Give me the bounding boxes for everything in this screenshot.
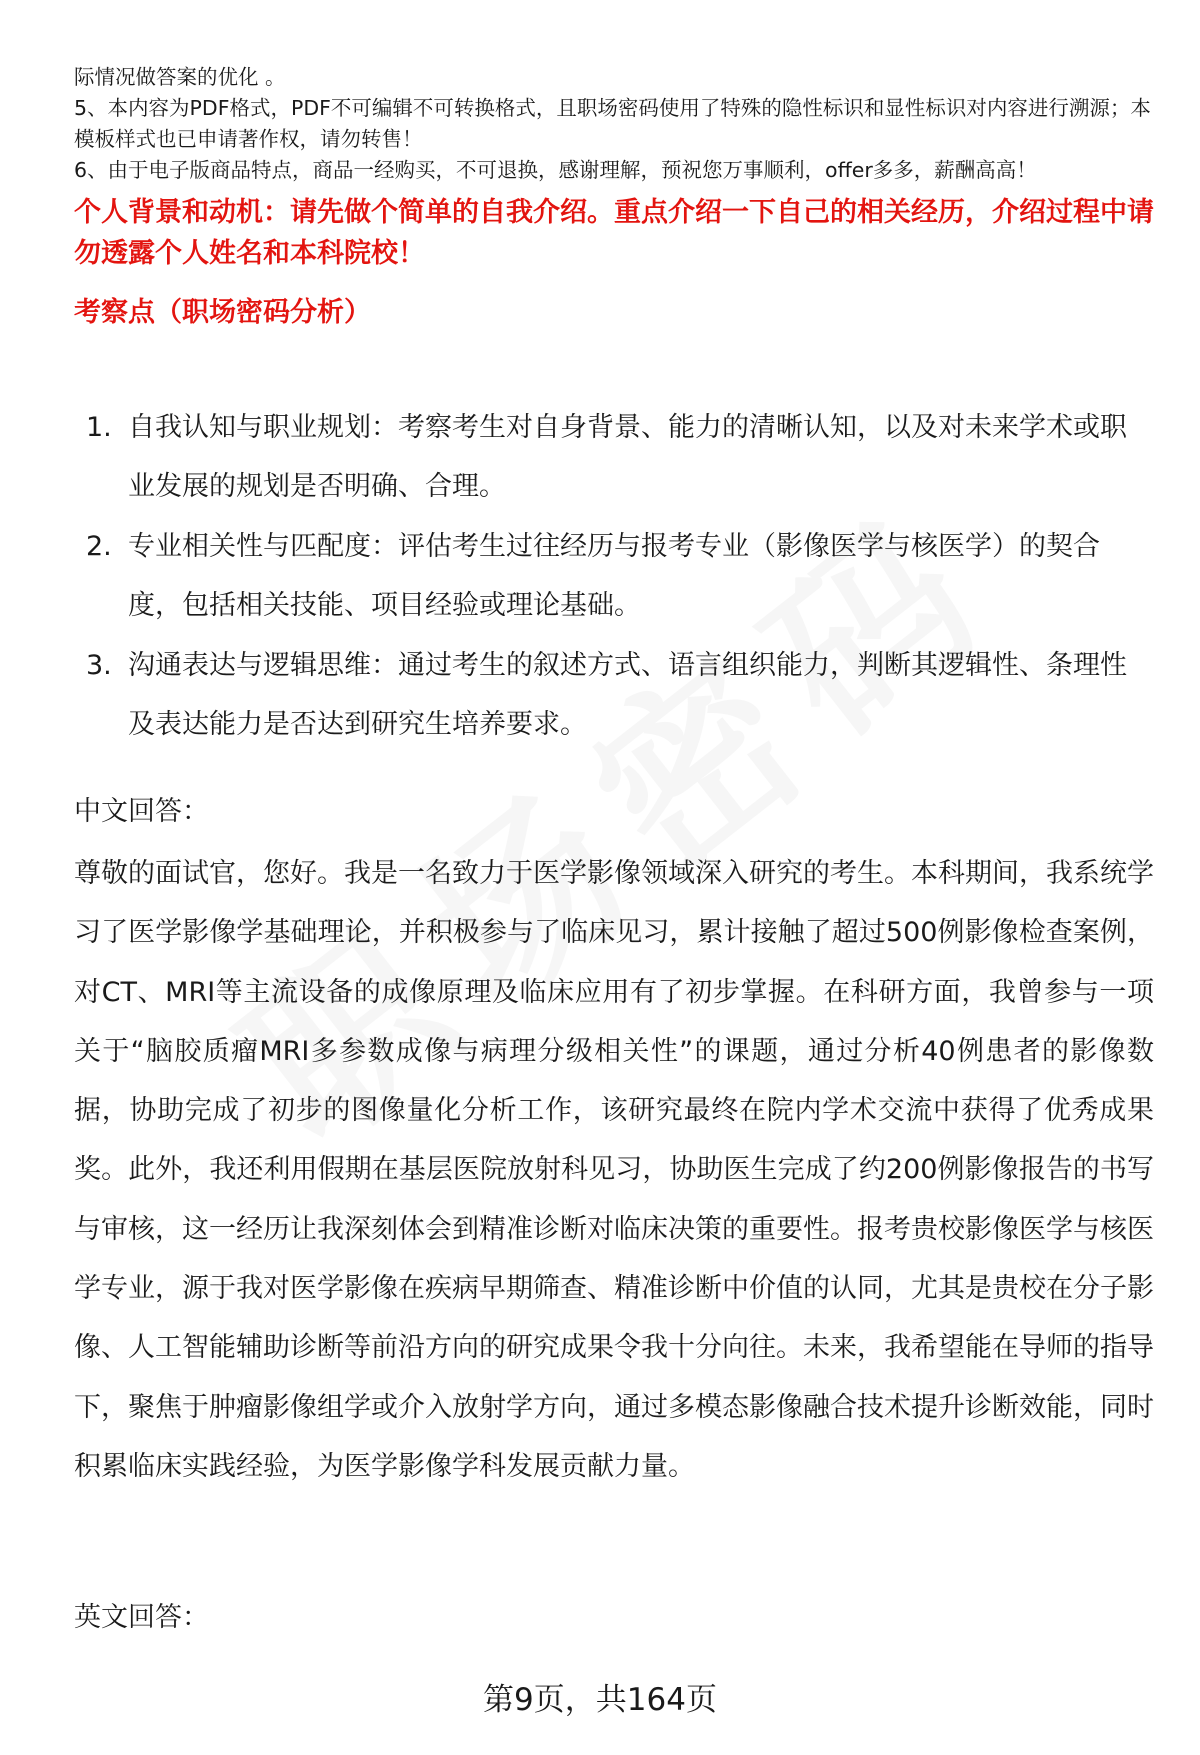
- chinese-answer: 尊敬的面试官，您好。我是一名致力于医学影像领域深入研究的考生。本科期间，我系统学习了医学影像学基础理论，并积极参与了临床见习，累计接触了超过500例影像检查案例，对CT、MRI等主流设备的成像原理及临床应用有了初步掌握。在科研方面，我曾参与一项关于“脑胶质瘤MRI多参数成像与病理分级相关性”的课题，通过分析40例患者的影像数据，协助完成了初步的图像量化分析工作，该研究最终在院内学术交流中获得了优秀成果奖。此外，我还利用假期在基层医院放射科见习，协助医生完成了约200例影像报告的书写与审核，这一经历让我深刻体会到精准诊断对临床决策的重要性。报考贵校影像医学与核医学专业，源于我对医学影像在疾病早期筛查、精准诊断中价值的认同，尤其是贵校在分子影像、人工智能辅助诊断等前沿方向的研究成果令我十分向往。未来，我希望能在导师的指导下，聚焦于肿瘤影像组学或介入放射学方向，通过多模态影像融合技术提升诊断效能，同时积累临床实践经验，为医学影像学科发展贡献力量。: [74, 858, 1154, 1482]
- list-text: 专业相关性与匹配度：评估考生过往经历与报考专业（影像医学与核医学）的契合度，包括相关技能、项目经验或理论基础。: [128, 531, 1100, 621]
- question-heading: 个人背景和动机：请先做个简单的自我介绍。重点介绍一下自己的相关经历，介绍过程中请勿透露个人姓名和本科院校！: [74, 197, 1154, 269]
- note-line: 际情况做答案的优化 。: [74, 65, 286, 89]
- list-number: 2.: [86, 531, 112, 562]
- analysis-points: [86, 398, 1146, 755]
- notes-block: [74, 62, 1164, 186]
- list-item: [86, 517, 1146, 635]
- note-line: 6、由于电子版商品特点，商品一经购买，不可退换，感谢理解，预祝您万事顺利，offer多多，薪酬高高！: [74, 158, 1037, 182]
- page-number: 第9页，共164页: [483, 1682, 717, 1718]
- list-text: 沟通表达与逻辑思维：通过考生的叙述方式、语言组织能力，判断其逻辑性、条理性及表达能力是否达到研究生培养要求。: [128, 650, 1127, 740]
- list-number: 3.: [86, 650, 112, 681]
- list-number: 1.: [86, 412, 112, 443]
- analysis-title: 考察点（职场密码分析）: [74, 297, 371, 328]
- list-item: [86, 636, 1146, 754]
- chinese-answer-label: 中文回答：: [74, 796, 209, 827]
- list-item: [86, 398, 1146, 516]
- list-text: 自我认知与职业规划：考察考生对自身背景、能力的清晰认知，以及对未来学术或职业发展的规划是否明确、合理。: [128, 412, 1127, 502]
- note-line: 5、本内容为PDF格式，PDF不可编辑不可转换格式，且职场密码使用了特殊的隐性标识和显性标识对内容进行溯源；本模板样式也已申请著作权，请勿转售！: [74, 96, 1151, 151]
- english-answer-label: 英文回答：: [74, 1602, 209, 1633]
